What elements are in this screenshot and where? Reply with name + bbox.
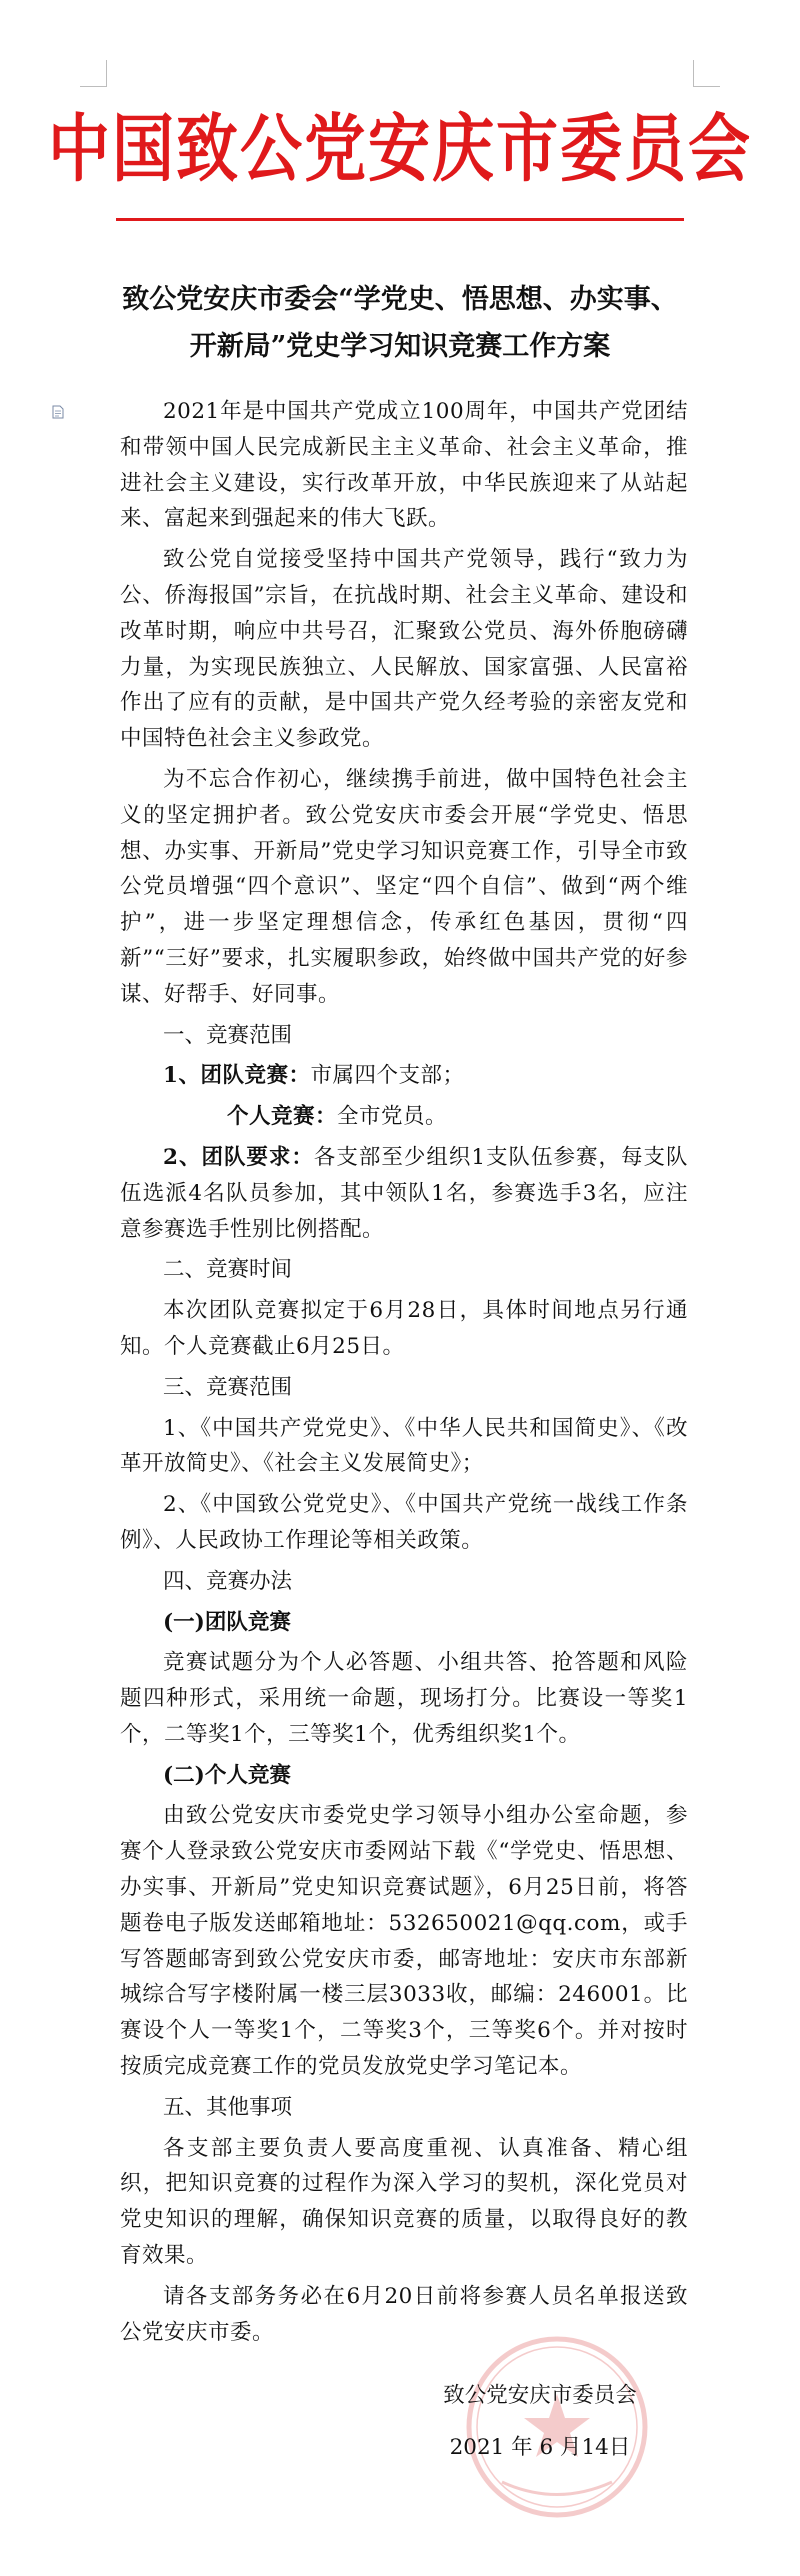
document-body <box>120 394 688 2355</box>
section-1-heading: 一、竞赛范围 <box>163 1022 293 1048</box>
section-4-sub-1-heading: (一)团队竞赛 <box>163 1609 291 1635</box>
corner-mark-right <box>693 60 720 87</box>
corner-mark-left <box>80 60 107 87</box>
section-3-item-2: 2、《中国致公党党史》、《中国共产党统一战线工作条例》、人民政协工作理论等相关政策。 <box>120 1492 688 1553</box>
section-2-text: 本次团队竞赛拟定于6月28日，具体时间地点另行通知。个人竞赛截止6月25日。 <box>120 1298 688 1359</box>
section-5-text-1: 各支部主要负责人要高度重视、认真准备、精心组织，把知识竞赛的过程作为深入学习的契机，深化党员对党史知识的理解，确保知识竞赛的质量，以取得良好的教育效果。 <box>120 2135 688 2269</box>
letterhead: 中国致公党安庆市委员会 <box>47 105 752 192</box>
section-1-item-2 <box>120 1140 688 1247</box>
section-5-heading: 五、其他事项 <box>163 2094 293 2120</box>
document-title <box>90 276 710 370</box>
item-text: 市属四个支部； <box>310 1063 465 1089</box>
title-line-1: 致公党安庆市委会“学党史、悟思想、办实事、 <box>122 284 678 315</box>
intro-paragraph-2: 致公党自觉接受坚持中国共产党领导，践行“致力为公、侨海报国”宗旨，在抗战时期、社会主义革命、建设和改革时期，响应中共号召，汇聚致公党员、海外侨胞磅礴力量，为实现民族独立、人民解放、国家富强、人民富裕作出了应有的贡献，是中国共产党久经考验的亲密友党和中国特色社会主义参政党。 <box>120 547 688 752</box>
item-text: 全市党员。 <box>337 1104 448 1130</box>
letterhead-red-rule <box>116 218 684 221</box>
section-1-item-1b <box>120 1099 688 1135</box>
intro-paragraph-3: 为不忘合作初心，继续携手前进，做中国特色社会主义的坚定拥护者。致公党安庆市委会开展“学党史、悟思想、办实事、开新局”党史学习知识竞赛工作，引导全市致公党员增强“四个意识”、坚定“四个自信”、做到“两个维护”，进一步坚定理想信念，传承红色基因，贯彻“四新”“三好”要求，扎实履职参政，始终做中国共产党的好参谋、好帮手、好同事。 <box>120 766 688 1007</box>
intro-paragraph-1: 2021年是中国共产党成立100周年，中国共产党团结和带领中国人民完成新民主主义革命、社会主义革命，推进社会主义建设，实行改革开放，中华民族迎来了从站起来、富起来到强起来的伟大飞跃。 <box>120 399 688 532</box>
document-icon <box>52 405 64 419</box>
item-lead: 2、团队要求： <box>163 1144 314 1170</box>
section-2-heading: 二、竞赛时间 <box>163 1257 293 1283</box>
section-3-item-1: 1、《中国共产党党史》、《中华人民共和国简史》、《改革开放简史》、《社会主义发展简史》； <box>120 1415 688 1477</box>
section-4-sub-2-text: 由致公党安庆市委党史学习领导小组办公室命题，参赛个人登录致公党安庆市委网站下载《“学党史、悟思想、办实事、开新局”党史知识竞赛试题》，6月25日前，将答题卷电子版发送邮箱地址：532650021@qq.com，或手写答题邮寄到致公党安庆市委，邮寄地址：安庆市东部新城综合写字楼附属一楼三层3033收，邮编：246001。比赛设个人一等奖1个，二等奖3个，三等奖6个。并对按时按质完成竞赛工作的党员发放党史学习笔记本。 <box>120 1803 688 2080</box>
section-4-heading: 四、竞赛办法 <box>163 1568 293 1594</box>
item-lead: 个人竞赛： <box>227 1104 338 1130</box>
section-1-item-1 <box>120 1058 688 1094</box>
signature-date: 2021 年 6 月14日 <box>449 2435 631 2460</box>
section-4-sub-2-heading: (二)个人竞赛 <box>163 1762 291 1788</box>
section-5-text-2: 请各支部务务必在6月20日前将参赛人员名单报送致公党安庆市委。 <box>120 2283 688 2345</box>
title-line-2: 开新局”党史学习知识竞赛工作方案 <box>189 331 611 362</box>
item-lead: 1、团队竞赛： <box>163 1063 311 1089</box>
section-4-sub-1-text: 竞赛试题分为个人必答题、小组共答、抢答题和风险题四种形式，采用统一命题，现场打分。比赛设一等奖1个，二等奖1个，三等奖1个，优秀组织奖1个。 <box>120 1650 688 1747</box>
signature-org: 致公党安庆市委员会 <box>443 2383 637 2408</box>
item-text: 各支部至少组织1支队伍参赛，每支队伍选派4名队员参加，其中领队1名，参赛选手3名，应注意参赛选手性别比例搭配。 <box>120 1144 688 1242</box>
official-seal <box>462 2332 652 2522</box>
section-3-heading: 三、竞赛范围 <box>163 1374 293 1400</box>
